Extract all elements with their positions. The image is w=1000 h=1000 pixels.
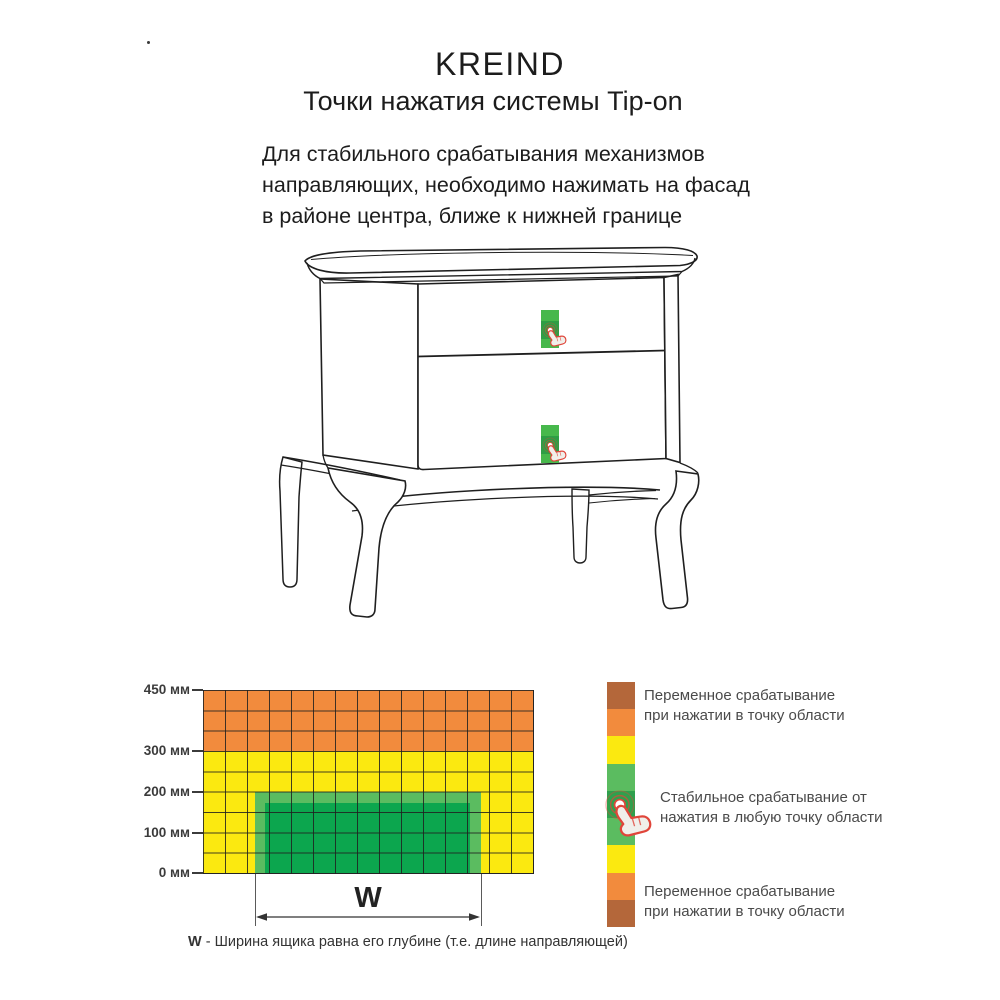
nightstand-left-frame-line: [323, 455, 328, 468]
y-tick-300: 300 мм: [143, 743, 190, 758]
chart-grid-lines: [203, 690, 534, 874]
y-tick-mark: [192, 872, 203, 874]
legend-item-variable-bottom: [644, 882, 845, 921]
nightstand-right-rail-line: [589, 499, 655, 504]
y-tick-200: 200 мм: [143, 784, 190, 799]
press-zone-chart: [203, 690, 533, 873]
description-line: Для стабильного срабатывания механизмов: [262, 142, 705, 166]
width-footnote-text: - Ширина ящика равна его глубине (т.е. длине направляющей): [201, 934, 628, 950]
y-tick-0: 0 мм: [158, 865, 190, 880]
nightstand-top: [305, 248, 697, 274]
legend-color-segment: [607, 709, 635, 736]
description-line: в районе центра, ближе к нижней границе: [262, 204, 683, 228]
nightstand-right-side-post: [664, 275, 680, 463]
y-tick-mark: [192, 689, 203, 691]
nightstand-drawing: [250, 243, 720, 633]
legend-color-segment: [607, 873, 635, 900]
y-tick-mark: [192, 832, 203, 834]
nightstand-back-right-leg: [572, 489, 589, 563]
legend-color-segment: [607, 845, 635, 872]
legend-item-line: при нажатии в точку области: [644, 902, 845, 920]
nightstand-front-left-leg: [328, 468, 406, 617]
width-footnote: [188, 934, 628, 950]
legend-item-line: Переменное срабатывание: [644, 687, 836, 704]
width-dimension-arrow: [255, 909, 481, 925]
legend-item-variable-top: [644, 686, 845, 725]
brand-title: KREIND: [435, 46, 565, 82]
legend-item-stable: [660, 788, 883, 827]
legend-item-line: Стабильное срабатывание от: [660, 789, 867, 806]
width-footnote-bold: W: [188, 934, 202, 950]
stray-dot: [147, 41, 150, 44]
legend-color-segment: [607, 682, 635, 709]
legend-item-line: при нажатии в точку области: [644, 706, 845, 724]
legend-item-line: Переменное срабатывание: [644, 883, 836, 900]
description: [262, 139, 750, 232]
nightstand-right-rail: [589, 491, 656, 496]
nightstand-left-side-panel: [320, 279, 418, 469]
w-extension-line-right: [481, 874, 482, 926]
legend-color-segment: [607, 736, 635, 763]
legend-color-segment: [607, 764, 635, 791]
legend-item-line: нажатия в любую точку области: [660, 808, 883, 826]
width-label: W: [354, 882, 382, 914]
y-tick-450: 450 мм: [143, 682, 190, 697]
nightstand-back-left-leg: [280, 457, 302, 587]
nightstand-front-right-leg: [655, 471, 698, 609]
y-tick-mark: [192, 791, 203, 793]
y-tick-100: 100 мм: [143, 825, 190, 840]
page-subtitle: Точки нажатия системы Tip-on: [303, 86, 683, 116]
press-hand-icon: [604, 789, 662, 847]
legend-color-segment: [607, 900, 635, 927]
description-line: направляющих, необходимо нажимать на фасад: [262, 173, 750, 197]
y-tick-mark: [192, 750, 203, 752]
